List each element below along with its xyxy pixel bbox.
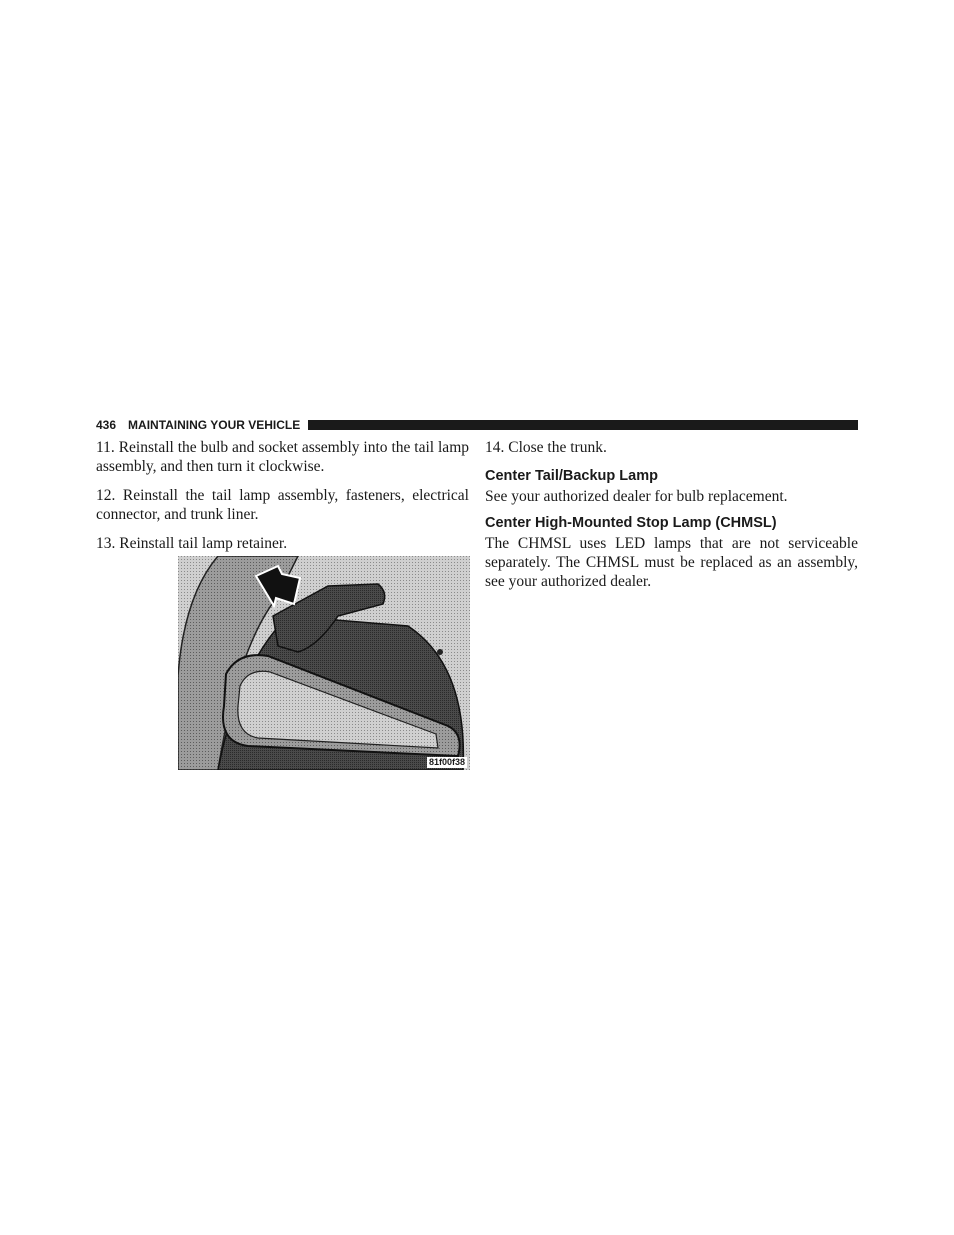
page-header <box>96 416 858 434</box>
body-chmsl: The CHMSL uses LED lamps that are not serviceable separately. The CHMSL must be replaced as an assembly, see your authorized dealer. <box>485 535 858 590</box>
body-center-tail-backup-lamp: See your authorized dealer for bulb replacement. <box>485 488 788 505</box>
tail-lamp-illustration <box>178 556 470 770</box>
step-12: 12. Reinstall the tail lamp assembly, fasteners, electrical connector, and trunk liner. <box>96 487 469 523</box>
heading-chmsl: Center High-Mounted Stop Lamp (CHMSL) <box>485 515 777 531</box>
heading-center-tail-backup-lamp: Center Tail/Backup Lamp <box>485 468 658 484</box>
section-title: MAINTAINING YOUR VEHICLE <box>128 418 301 432</box>
step-13: 13. Reinstall tail lamp retainer. <box>96 535 288 552</box>
header-rule <box>308 420 858 430</box>
step-14: 14. Close the trunk. <box>485 439 607 456</box>
right-column <box>485 438 858 599</box>
figure-code: 81f00f38 <box>428 757 465 767</box>
left-column <box>96 438 469 563</box>
step-11: 11. Reinstall the bulb and socket assembly into the tail lamp assembly, and then turn it clockwise. <box>96 439 469 475</box>
page-number: 436 <box>96 418 117 432</box>
